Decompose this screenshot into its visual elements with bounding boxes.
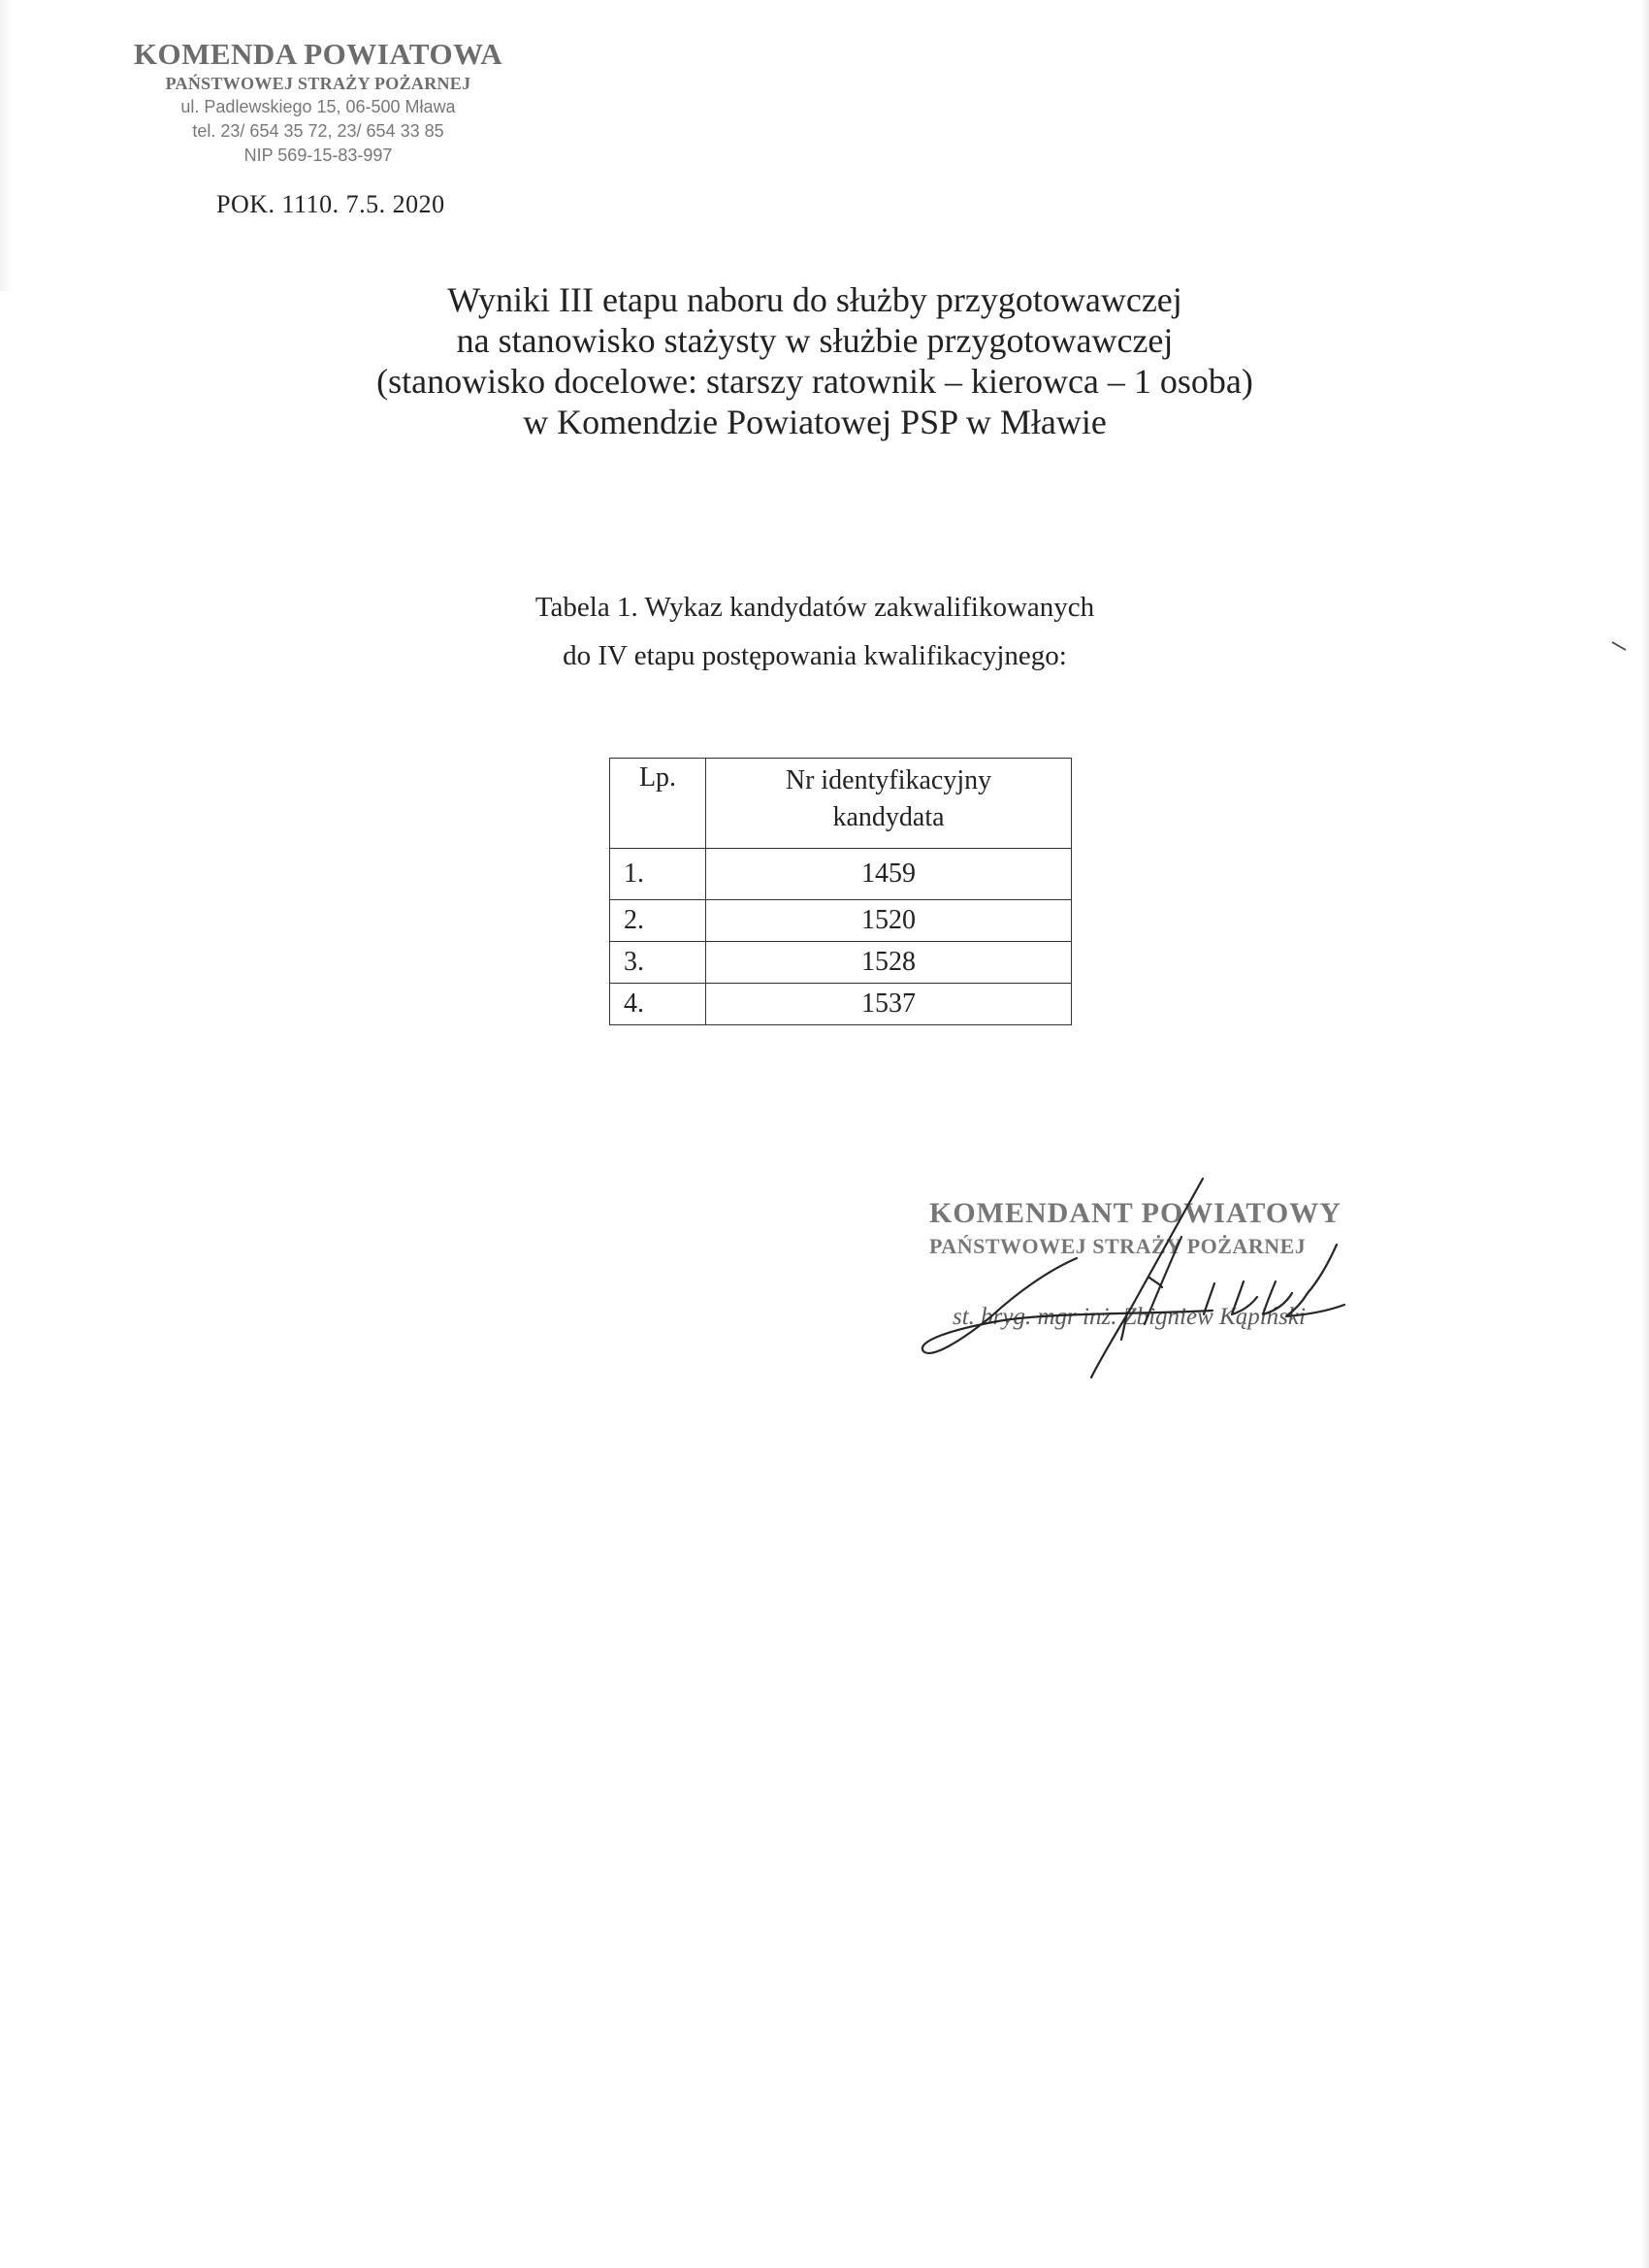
- title-line-4: w Komendzie Powiatowej PSP w Mławie: [523, 403, 1107, 441]
- stamp-nip: NIP 569-15-83-997: [243, 146, 393, 165]
- table-row: [610, 849, 1072, 900]
- row-lp: 4.: [610, 984, 706, 1025]
- reference-number: POK. 1110. 7.5. 2020: [216, 190, 445, 218]
- row-lp: 1.: [610, 849, 706, 900]
- title-line-2: na stanowisko stażysty w służbie przygotowawczej: [456, 321, 1174, 360]
- margin-mark: [1610, 640, 1630, 652]
- stamp-line-2: PAŃSTWOWEJ STRAŻY POŻARNEJ: [165, 74, 471, 93]
- title-line-1: Wyniki III etapu naboru do służby przygotowawczej: [447, 280, 1182, 319]
- candidates-table: [609, 758, 1072, 1025]
- row-candidate-id: 1528: [706, 942, 1072, 984]
- row-lp: 3.: [610, 942, 706, 984]
- table-row: [610, 900, 1072, 942]
- row-candidate-id: 1459: [706, 849, 1072, 900]
- scan-shading: [0, 0, 12, 291]
- row-candidate-id: 1537: [706, 984, 1072, 1025]
- document-title: [291, 279, 1339, 442]
- scan-edge: [1641, 0, 1649, 2268]
- header-candidate-id: [706, 759, 1072, 849]
- header-candidate-id-line-2: kandydata: [832, 802, 945, 832]
- header-stamp: [114, 37, 522, 168]
- signatory-name: st. bryg. mgr inż. Zbigniew Kąpiński: [953, 1304, 1306, 1330]
- stamp-address: ul. Padlewskiego 15, 06-500 Mława: [180, 97, 456, 116]
- stamp-line-1: KOMENDA POWIATOWA: [133, 37, 503, 71]
- handwritten-signature: [902, 1169, 1368, 1382]
- title-line-3: (stanowisko docelowe: starszy ratownik – kierowca – 1 osoba): [376, 362, 1253, 401]
- row-candidate-id: 1520: [706, 900, 1072, 942]
- signature-stamp-line-2: PAŃSTWOWEJ STRAŻY POŻARNEJ: [929, 1234, 1307, 1258]
- table-row: [610, 984, 1072, 1025]
- table-row: [610, 942, 1072, 984]
- signature-stamp-line-1: KOMENDANT POWIATOWY: [929, 1197, 1342, 1229]
- caption-line-2: do IV etapu postępowania kwalifikacyjnego:: [563, 640, 1067, 671]
- caption-line-1: Tabela 1. Wykaz kandydatów zakwalifikowanych: [534, 592, 1095, 623]
- table-header-row: [610, 759, 1072, 849]
- header-candidate-id-line-1: Nr identyfikacyjny: [785, 765, 992, 795]
- table-caption: [407, 583, 1222, 680]
- header-lp: Lp.: [610, 759, 706, 849]
- stamp-phone: tel. 23/ 654 35 72, 23/ 654 33 85: [192, 121, 444, 141]
- row-lp: 2.: [610, 900, 706, 942]
